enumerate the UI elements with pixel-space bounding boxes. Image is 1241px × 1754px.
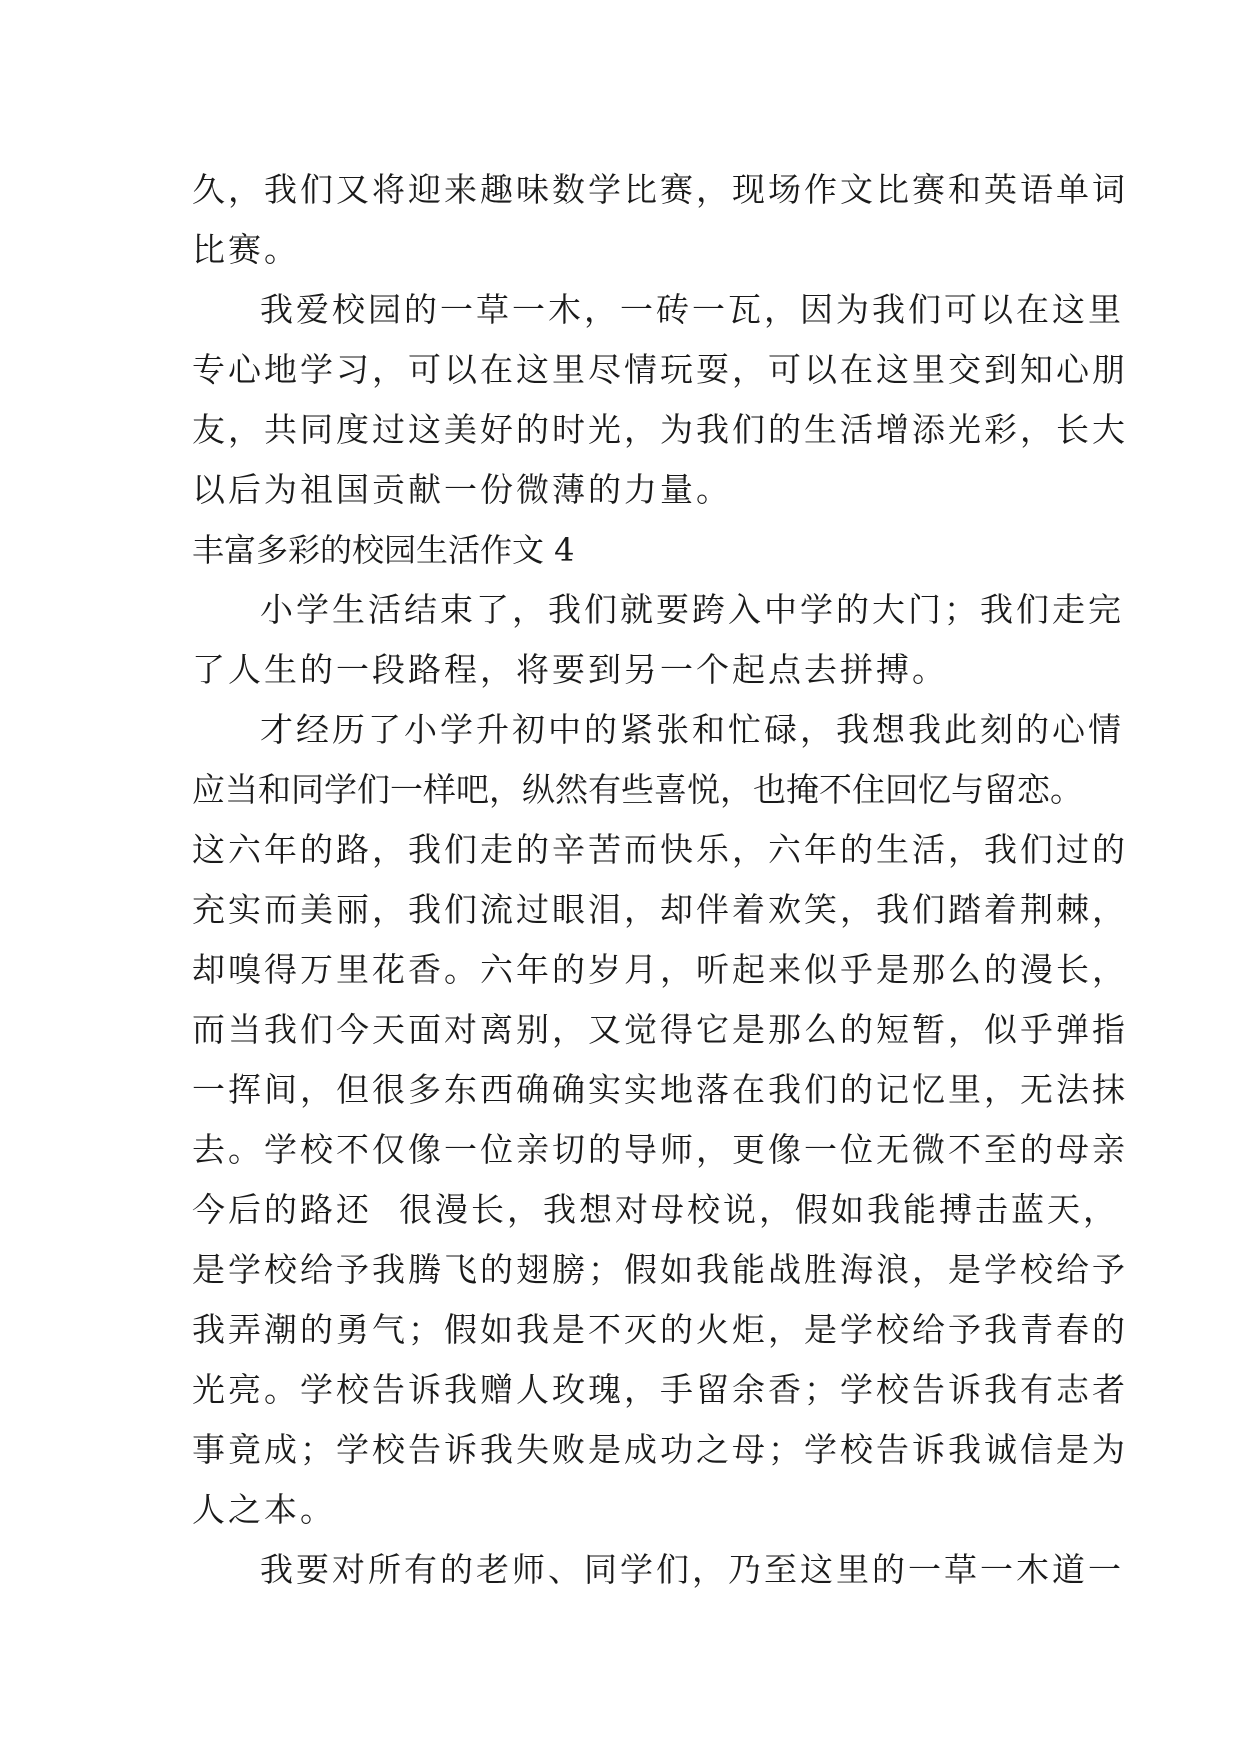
- paragraph-line: 了人生的一段路程，将要到另一个起点去拼搏。: [192, 650, 948, 689]
- paragraph-line: 小学生活结束了，我们就要跨入中学的大门；我们走完: [260, 590, 1124, 629]
- paragraph-line: 应当和同学们一样吧，纵然有些喜悦，也掩不住回忆与留恋。: [192, 770, 1083, 809]
- paragraph-line: 我爱校园的一草一木，一砖一瓦，因为我们可以在这里: [260, 290, 1124, 329]
- section-heading: 丰富多彩的校园生活作文 4: [192, 531, 575, 569]
- paragraph-line: 比赛。: [192, 230, 300, 269]
- document-body: [192, 160, 1128, 1600]
- paragraph-line: 光亮。学校告诉我赠人玫瑰，手留余香；学校告诉我有志者: [192, 1370, 1128, 1409]
- paragraph-line: 才经历了小学升初中的紧张和忙碌，我想我此刻的心情: [260, 710, 1124, 749]
- paragraph-line: 是学校给予我腾飞的翅膀；假如我能战胜海浪，是学校给予: [192, 1250, 1128, 1289]
- paragraph-line: 以后为祖国贡献一份微薄的力量。: [192, 470, 732, 509]
- paragraph-line: 我弄潮的勇气；假如我是不灭的火炬，是学校给予我青春的: [192, 1310, 1128, 1349]
- paragraph-line: 专心地学习，可以在这里尽情玩耍，可以在这里交到知心朋: [192, 350, 1128, 389]
- paragraph-line: 今后的路还 很漫长，我想对母校说，假如我能搏击蓝天，: [192, 1190, 1119, 1229]
- paragraph-line: 一挥间，但很多东西确确实实地落在我们的记忆里，无法抹: [192, 1070, 1128, 1109]
- paragraph-line: 去。学校不仅像一位亲切的导师，更像一位无微不至的母亲: [192, 1130, 1128, 1169]
- paragraph-line: 我要对所有的老师、同学们，乃至这里的一草一木道一: [260, 1550, 1124, 1589]
- paragraph-line: 人之本。: [192, 1490, 336, 1529]
- paragraph-line: 而当我们今天面对离别，又觉得它是那么的短暂，似乎弹指: [192, 1010, 1128, 1049]
- paragraph-line: 这六年的路，我们走的辛苦而快乐，六年的生活，我们过的: [192, 830, 1128, 869]
- paragraph-line: 充实而美丽，我们流过眼泪，却伴着欢笑，我们踏着荆棘，: [192, 890, 1128, 929]
- paragraph-line: 却嗅得万里花香。六年的岁月，听起来似乎是那么的漫长，: [192, 950, 1128, 989]
- paragraph-line: 久，我们又将迎来趣味数学比赛，现场作文比赛和英语单词: [192, 170, 1128, 209]
- paragraph-line: 事竟成；学校告诉我失败是成功之母；学校告诉我诚信是为: [192, 1430, 1128, 1469]
- paragraph-line: 友，共同度过这美好的时光，为我们的生活增添光彩，长大: [192, 410, 1128, 449]
